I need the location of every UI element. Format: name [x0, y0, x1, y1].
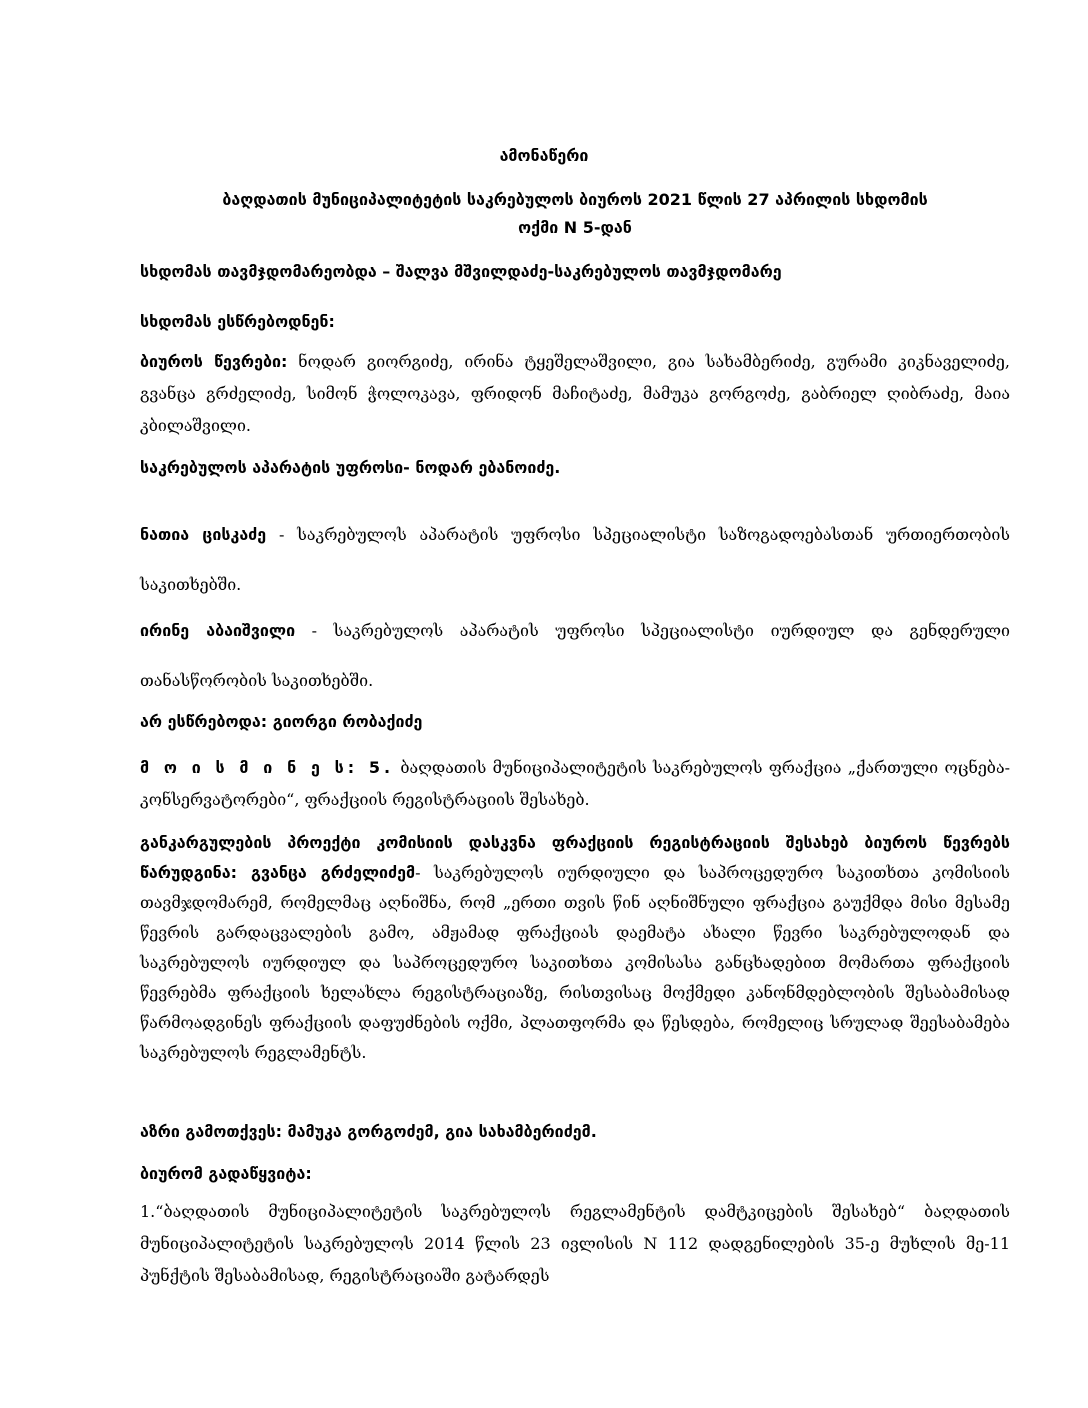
irine-name: ირინე აბაიშვილი — [140, 621, 296, 640]
natia-role: - საკრებულოს აპარატის უფროსი სპეციალისტი საზოგადოებასთან ურთიერთობის საკითხებში. — [140, 525, 1010, 594]
bureau-members-label: ბიუროს წევრები: — [140, 352, 288, 371]
decision-paragraph: 1.“ბაღდათის მუნიციპალიტეტის საკრებულოს რეგლამენტის დამტკიცების შესახებ“ ბაღდათის მუნიციპალიტეტის საკრებულოს 2014 წლის 23 ივლისის N 112 დადგენილების 35-ე მუხლის მე-11 პუნქტის შესაბამისად, რეგისტრაციაში გატარდეს — [140, 1202, 1010, 1285]
apparatus-head-line: საკრებულოს აპარატის უფროსი- ნოდარ ებანოიძე. — [140, 458, 561, 477]
attendees-heading: სხდომას ესწრებოდნენ: — [140, 312, 335, 331]
decision-heading: ბიურომ გადაწყვიტა: — [140, 1164, 312, 1183]
heard-paragraph — [140, 752, 1010, 816]
chair-line: სხდომას თავმჯდომარეობდა – შალვა მშვილდაძე-საკრებულოს თავმჯდომარე — [140, 262, 782, 281]
document-heading: ამონაწერი — [499, 146, 589, 165]
bureau-members-paragraph — [140, 346, 1010, 442]
heard-label: მ ო ი ს მ ი ნ ე ს: 5. — [140, 758, 395, 777]
absent-line: არ ესწრებოდა: გიორგი რობაქიძე — [140, 712, 423, 731]
irine-paragraph — [140, 606, 1010, 706]
heard-text: ბაღდათის მუნიციპალიტეტის საკრებულოს ფრაქცია „ქართული ოცნება-კონსერვატორები“, ფრაქციის რეგისტრაციის შესახებ. — [140, 758, 1010, 809]
presentation-label: განკარგულების პროექტი კომისიის დასკვნა ფრაქციის რეგისტრაციის შესახებ ბიუროს წევრებს წარუდგინა: გვანცა გრძელიძემ — [140, 833, 1010, 882]
natia-name: ნათია ცისკაძე — [140, 525, 267, 544]
presentation-paragraph — [140, 828, 1010, 1068]
document-subtitle — [140, 186, 1010, 242]
natia-paragraph — [140, 510, 1010, 610]
irine-role: - საკრებულოს აპარატის უფროსი სპეციალისტი იურდიულ და გენდერული თანასწორობის საკითხებში. — [140, 621, 1011, 690]
presentation-text: - საკრებულოს იურდიული და საპროცედურო საკითხთა კომისიის თავმჯდომარემ, რომელმაც აღნიშნა, რომ „ერთი თვის წინ აღნიშნული ფრაქცია გაუქმდა მისი მესამე წევრის გარდაცვალების გამო, ამჟამად ფრაქციას დაემატა ახალი წევრი საკრებულოდან და საკრებულოს იურდიულ და საპროცედურო საკითხთა კომისასა განცხადებით მომართა ფრაქციის წევრებმა ფრაქციის ხელახლა რეგისტრაციაზე, რისთვისაც მოქმედი კანონმდებლობის შესაბამისად წარმოადგინეს ფრაქციის დაფუძნების ოქმი, პლათფორმა და წესდება, რომელიც სრულად შეესაბამება საკრებულოს რეგლამენტს. — [140, 863, 1010, 1062]
subtitle-line-1: ბაღდათის მუნიციპალიტეტის საკრებულოს ბიუროს 2021 წლის 27 აპრილის სხდომის — [222, 190, 928, 209]
subtitle-line-2: ოქმი N 5-დან — [518, 218, 632, 237]
bureau-members-list: ნოდარ გიორგიძე, ირინა ტყეშელაშვილი, გია სახამბერიძე, გურამი კიკნაველიძე, გვანცა გრძელიძე, სიმონ ჭოლოკავა, ფრიდონ მაჩიტაძე, მამუკა გორგოძე, გაბრიელ ღიბრაძე, მაია კბილაშვილი. — [140, 352, 1010, 435]
opinion-line: აზრი გამოთქვეს: მამუკა გორგოძემ, გია სახამბერიძემ. — [140, 1122, 597, 1141]
